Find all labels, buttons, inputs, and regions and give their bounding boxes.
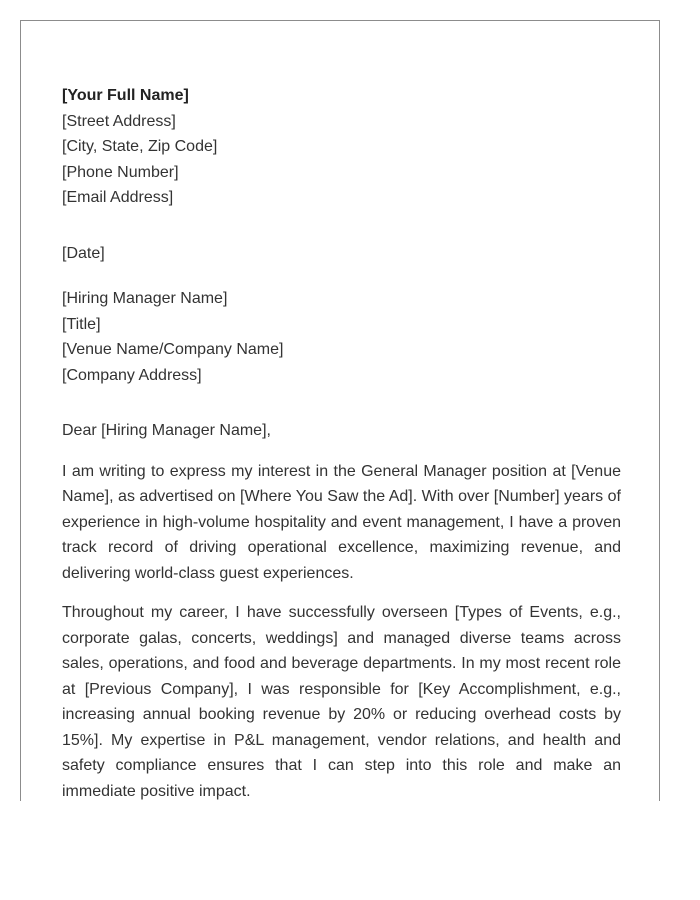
sender-email: [Email Address] (62, 189, 174, 206)
recipient-company: [Venue Name/Company Name] (62, 341, 284, 358)
letter-date: [Date] (62, 244, 105, 262)
salutation: Dear [Hiring Manager Name], (62, 422, 271, 439)
body-paragraph-2: Throughout my career, I have successfully overseen [Types of Events, e.g., corporate galas, concerts, weddings] and managed diverse teams across sales, operations, and food and beverage departments. In my most recent role at [Previous Company], I was responsible for [Key Accomplishment, e.g., increasing annual booking revenue by 20% or reducing overhead costs by 15%]. My expertise in P&L management, vendor relations, and health and safety compliance ensures that I can step into this role and make an immediate positive impact. (62, 604, 621, 800)
date-block (62, 241, 621, 267)
recipient-name: [Hiring Manager Name] (62, 290, 228, 307)
sender-phone: [Phone Number] (62, 163, 179, 181)
recipient-address: [Company Address] (62, 366, 202, 384)
letter-page (20, 20, 660, 801)
sender-city: [City, State, Zip Code] (62, 138, 218, 155)
letter-content (62, 83, 621, 801)
recipient-block (62, 286, 621, 388)
sender-block (62, 83, 621, 211)
sender-street: [Street Address] (62, 112, 176, 130)
body-paragraph-1: I am writing to express my interest in the General Manager position at [Venue Name], as advertised on [Where You Saw the Ad]. With over [Number] years of experience in high-volume hospitality and event management, I have a proven track record of driving operational excellence, maximizing revenue, and delivering world-class guest experiences. (62, 462, 621, 582)
recipient-title: [Title] (62, 315, 101, 333)
sender-name: [Your Full Name] (62, 87, 189, 104)
